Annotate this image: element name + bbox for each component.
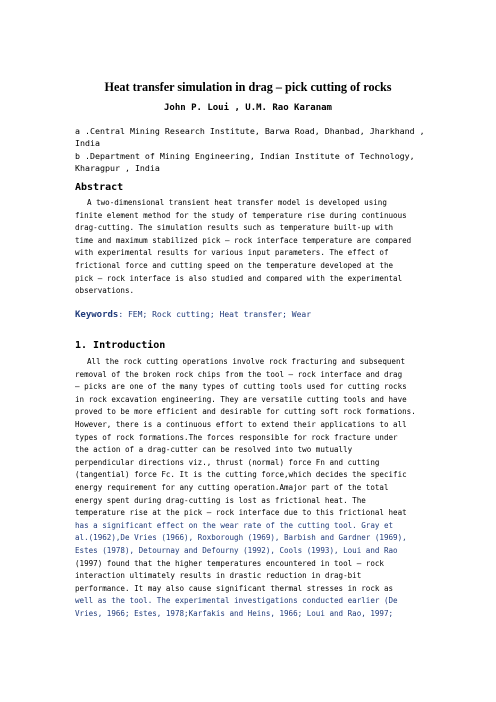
intro-line: has a significant effect on the wear rate of the cutting tool. Gray et [75, 520, 394, 530]
keywords-line [75, 310, 311, 320]
abstract-body [75, 197, 420, 298]
intro-line: Estes (1978), Detournay and Defourny (1992), Cools (1993), Loui and Rao [75, 545, 398, 555]
intro-line: (tangential) force Fc. It is the cutting force,which decides the specific [75, 470, 407, 480]
intro-line: al.(1962),De Vries (1966), Roxborough (1969), Barbish and Gardner (1969), [75, 533, 407, 543]
introduction-body [75, 356, 420, 620]
intro-line: (1997) found that the higher temperatures encountered in tool – rock [75, 558, 384, 568]
intro-line: removal of the broken rock chips from the tool – rock interface and drag [75, 369, 403, 379]
intro-line: the action of a drag-cutter can be resolved into two mutually [75, 445, 353, 455]
abstract-line: time and maximum stabilized pick – rock interface temperature are compared [75, 235, 412, 245]
abstract-line: with experimental results for various input parameters. The effect of [75, 248, 389, 258]
intro-line: interaction ultimately results in drastic reduction in drag-bit [75, 571, 362, 581]
intro-line: well as the tool. The experimental investigations conducted earlier (De [75, 596, 398, 606]
intro-line: proved to be more efficient and desirable for cutting soft rock formations. [75, 407, 416, 417]
abstract-line: observations. [75, 286, 135, 296]
keywords-text: : FEM; Rock cutting; Heat transfer; Wear [118, 310, 312, 319]
intro-line: performance. It may also cause significant thermal stresses in rock as [75, 583, 394, 593]
affiliation-a-line1: a .Central Mining Research Institute, Barwa Road, Dhanbad, Jharkhand , [75, 126, 425, 136]
abstract-line: A two-dimensional transient heat transfer model is developed using [87, 198, 387, 207]
intro-line: However, there is a continuous effort to extend their applications to all [75, 419, 407, 429]
paper-title: Heat transfer simulation in drag – pick cutting of rocks [104, 80, 392, 94]
intro-line: Vries, 1966; Estes, 1978;Karfakis and Heins, 1966; Loui and Rao, 1997; [75, 608, 394, 618]
intro-line: – picks are one of the many types of cutting tools used for cutting rocks [75, 382, 407, 392]
affiliation-a-line2: India [75, 138, 100, 149]
affiliation-b-line2: Kharagpur , India [75, 163, 160, 174]
intro-line: types of rock formations.The forces responsible for rock fracture under [75, 432, 398, 442]
intro-line: All the rock cutting operations involve rock fracturing and subsequent [87, 357, 406, 366]
affiliation-b [75, 150, 425, 175]
intro-line: energy spent during drag-cutting is lost as frictional heat. The [75, 495, 366, 505]
keywords-label: Keywords [75, 310, 119, 320]
abstract-line: pick – rock interface is also studied and compared with the experimental [75, 273, 403, 283]
intro-line: perpendicular directions viz., thrust (normal) force Fn and cutting [75, 457, 380, 467]
abstract-line: drag-cutting. The simulation results such as temperature built-up with [75, 223, 394, 233]
abstract-line: finite element method for the study of temperature rise during continuous [75, 210, 407, 220]
intro-line: in rock excavation engineering. They are versatile cutting tools and have [75, 394, 407, 404]
affiliation-a [75, 125, 425, 150]
affiliation-b-line1: b .Department of Mining Engineering, Indian Institute of Technology, [75, 151, 415, 161]
author-line: John P. Loui , U.M. Rao Karanam [164, 103, 332, 113]
intro-line: energy requirement for any cutting operation.Amajor part of the total [75, 482, 389, 492]
introduction-heading: 1. Introduction [75, 340, 166, 351]
abstract-line: frictional force and cutting speed on the temperature developed at the [75, 260, 394, 270]
abstract-heading: Abstract [75, 182, 124, 193]
intro-line: temperature rise at the pick – rock interface due to this frictional heat [75, 508, 407, 518]
